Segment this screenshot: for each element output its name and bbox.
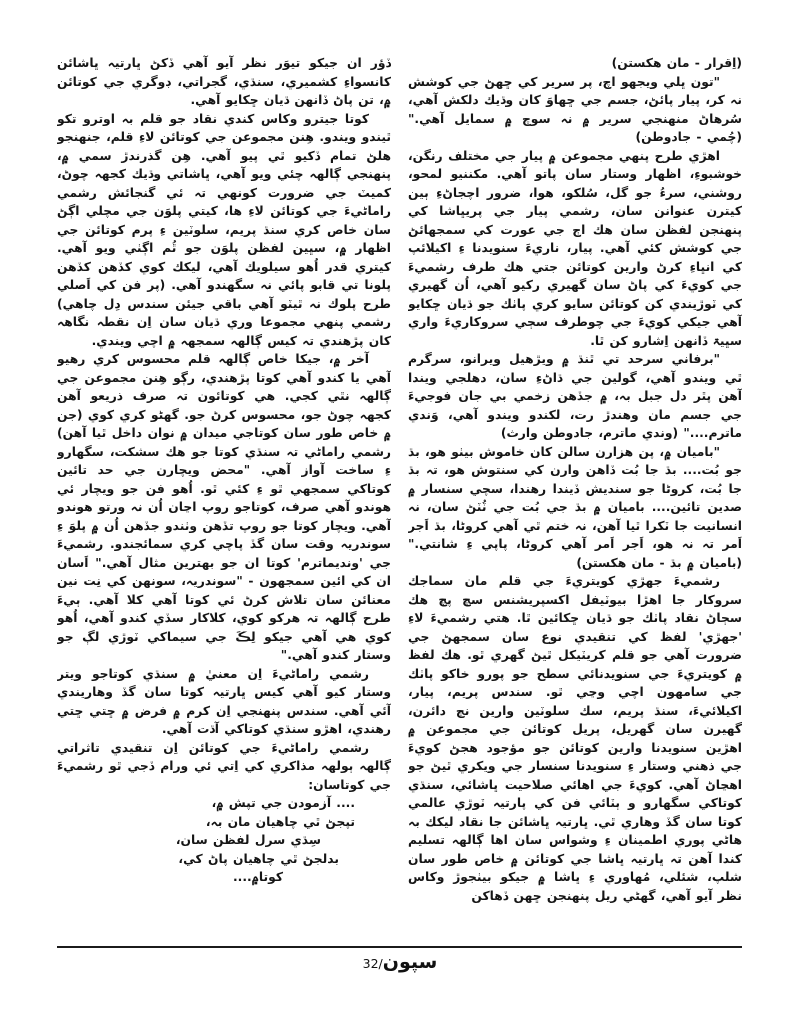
poem-line: بدلجڻ ٿي چاهيان پاڻ كي، — [178, 851, 339, 866]
poem-line: .... آزمودن جي تپش ۾، — [211, 796, 355, 810]
text-column-left — [57, 54, 391, 946]
paragraph: آخر ۾، جيكا خاص ڳالهہ قلم محسوس كري رهيو آهي يا كندو آهي كوتا پڙهندي، رڳو هِنن مجموعن جي ڳالهہ نٿي كجي. هي كوتائون تہ صرف ذريعو آهن كجهہ چوڻ جو، محسوس كرڻ جو. گهڻو كري كوي (جن ۾ خاص طور سان كوتاجي ميدان ۾ نوان داخل ٿيا آهن) رشمي راماڻي تہ سنڌي كوتا جو هك سشكت، سگهارو ءِ ساخت آواز آهي. "محض ويچارن جي حد تائين كوتاكي سمجهي ٿو ءِ كئي ٿو. اُهو فن جو ويچار ئي هوندو آهي صرف، كوتاجو روپ اڃان اُن نہ ورتو هوندو آهي. ويچار كوتا جو روپ تڏهن وٺندو جڏهن اُن ۾ پلوَ ءِ سوندريہ وقت سان گڏ پاچي كري سمائجندو. رشميءَ جي 'ونديماترم' كوتا ان جو بهترين مثال آهي." اَسان ان كي ائين سمجهون - "سوندريہ، سونهن كي نِت نين معنائن سان تلاش كرڻ ئي كوتا آهي كلا آهي. ٻيءَ طرح ڳالهہ تہ هركو كوي، كلاكار سڏي كندو آهي، اُهو كوي هي آهي جيكو لِڪَ جي سيماكي ٽوڙي لڳ جو وستار كندو آهي." — [57, 352, 391, 662]
magazine-name: سپون — [382, 951, 438, 973]
paragraph: رشميءَ جهڙي كويتريءَ جي قلم مان سماجك سروكار جا اهڙا بيوٽيفل اكسپريشنس سچ پچ هك سڄاڻ نقاد پاٺك جو ڌيان ڇكائين ٿا. هتي رشميءَ لاءِ 'جهڙي' لفظ كي تنقيدي نوع سان سمجهڻ جي ضرورت آهي جو قلم كريٽيكل ٿيڻ گهري ٿو. هك لفظ ۾ كويتريءَ جي سنويدنائي سطح جو پورو خاكو پاٺك جي سامهون اچي وڃي ٿو. سندس پريم، پيار، اكيلائيءَ، سنڌ پريم، سك سلوٽين وارين نڄ دائرن، گهيرن سان گهريل، پريل كوتائن جي مجموعن ۾ اهڙين سنويدنا وارين كوتائن جو مؤجود هجڻ كويءَ جي ذهني وستار ءِ سنويدنا سنسار جي ويكري ٿيڻ جو اهڃاڻ آهي. كويءَ جي اهائي صلاحيت ڀاشائي، سنڌي كوتاكي سگهارو و ٻٽائي فن كي پارتيہ ٽوڙي عالمي كوتا سان گڏ وهاري ٿي. ڀارتيہ ڀاشائن جا نقاد ليكك بہ هاڻي پوري اطمينان ءِ وشواس سان اها ڳالهہ تسليم كندا آهن تہ ڀارتيہ ڀاشا جي كوتائن ۾ خاص طور سان شلپ، شئلي، مُهاوري ءِ ڀاشا ۾ جيكو بيٺجوڙ وكاس نظر آيو آهي، گهڻي ريل پنهنجن ڇهن ڏهاكن — [408, 574, 742, 903]
poem — [57, 794, 391, 887]
text-column-right — [408, 54, 742, 946]
poem-line: سِڌي سرل لفظن سان، — [175, 833, 321, 847]
paragraph: "باميان ۾، پن هزارن سالن كان خاموش بيٺو هو، بڌ جو بُت.... بڌ جا بُت ڏاهن وارن كي سنتوش هو، تہ بڌ جا بُت، كروڻا جو سنديش ڏيندا رهندا، سچي سنسار ۾ صدين تائين.... باميان ۾ بڌ جي بُت جي ٽُٽڻ سان، نہ انسانيت جا ٽكرا ٿيا آهن، نہ ختم ٿي آهي كروڻا، بڌ اَجر اَمر تہ نہ هو، اَجر اَمر آهي كروڻا، پاپي ءِ شانتي." (باميان ۾ بڌ - مان هكستن) — [408, 444, 742, 570]
paragraph: "برفاني سرحد تي ٿنڌ ۾ ويڙهيل ويرانو، سرگرم ٿي ويندو آهي، گولين جي ڌاڻءِ سان، دهلجي ويندا آهن پٿر دل جبل بہ، ۾ جڏهن زخمي بي جان فوجيءَ جي جسم مان وهندڙ رت، لكندو ويندو آهي، وَندي ماترم...." (وندي ماترم، جادوطن وارث) — [408, 352, 742, 440]
paragraph: اهڙي طرح پنهي مجموعن ۾ پيار جي مختلف رنگن، خوشبوءِ، اظهار وستار سان پاتو آهي. مكننيو لمحو، روشني، سرءُ جو گل، سُلكو، هوا، ضرور اچجاڻءِ ٻين كيترن عنوانن سان، رشمي پيار جي پريڀاشا كي پنهنجن لفظن سان هك اڄ جي عورت كي سمجهائڻ جي كوشش كئي آهي. پيار، ناريءَ سنويدنا ءِ اكيلائپ كي انڀاءِ كرڻ وارين كوتائن جتي هك طرف رشميءَ جي كويءَ كي پاڻ سان گهيري ركيو آهي، اُن گهيري كي ٽوڙيندي كن كوتائن سايو كري پاٺك جو ڌيان ڇكايو آهي جيكي كويءَ جي چوطرف سڄي سروكاريءَ واري سڀيۃ ڏانهن اِشارو كن ٿا. — [408, 148, 742, 348]
paragraph: ڏؤر ان جيكو تيوَر نظر آيو آهي ڏكڻ ڀارتيہ ڀاشائن كانسواءِ كشميري، سنڌي، گجراتي، ڊوگري جي كوتائن ۾، تن پاڻ ڏانهن ڌيان ڇكايو آهي. — [57, 56, 391, 107]
poem-line: تپجڻ ٿي چاهيان مان بہ، — [205, 814, 355, 829]
footer-divider — [57, 946, 742, 948]
footer — [0, 951, 800, 973]
paragraph: كوتا جيترو وكاس كندي نقاد جو قلم بہ اوترو تكو ٿيندو ويندو. هِنن مجموعن جي كوتائن لاءِ قلم، جنهنجو هلڻ تمام ڏكيو ٿي پيو آهي. هِن گذرندڙ سمي ۾، پنهنجي ڳالهہ چئي ويو آهي، ڀاشاتي وڌيك كجهہ چوڻ، كميٽ جي ضرورت كونهي تہ ئي گنجائش رشمي راماڻيءَ جي كوتائن لاءِ ها، كيتي پلوَن جي مچلي اڳڻ سان خاص كري سنڌ پريم، سلوٽين ءِ پرم كوتائن جي اظهار ۾، سڀين لفظن پلوَن جو ٿُم اڳٺي ويو آهي. كيتري قدر اُهو سيلويك آهي، ليكك كوي كڏهن كڏهن پلونا تي قابو پائي نہ سگهندو آهي. (پر فن كي اَصلي طرح پلوك نہ ٿيٽو آهي باقي جيئن سندس دِل چاهي) رشمي پنهي مجموعا وري ڌيان سان اِن نقطہ نگاهہ كان پڙهندي تہ كيس ڳالهہ سمجهہ ۾ اچي ويندي. — [57, 111, 391, 348]
paragraph: رشمي راماڻيءَ اِن معنيٰ ۾ سنڌي كوتاجو ويتر وستار كيو آهي كيس ڀارتيہ كوتا سان گڏ وهاريندي آئي آهي. سندس پنهنجي اِن كرم ۾ فرض ۾ ڇتي ڇتي رهندي، اهڙو سنڌي كوتاكي آڌت آهي. — [57, 666, 391, 736]
attribution-line: (اِقرار - مان هكستن) — [611, 56, 742, 70]
paragraph: "تون ڀلي ويجهو اچ، پر سرير كي ڇهڻ جي كوشش نہ كر، پيار پائڻ، جسم جي ڇهاوَ كان وڌيك دلكش آهي، سُرهاڻ منهنجي سرير ۾ نہ سوچ ۾ سمايل آهي." (چُمي - جادوطن) — [408, 74, 742, 144]
page-number: /32 — [362, 956, 383, 971]
two-column-text — [57, 54, 742, 946]
paragraph: رشمي راماڻيءَ جي كوتائن اِن تنقيدي تاثراتي ڳالهہ ٻولهہ مذاكري كي اِتي ئي ورام ڏجي ٿو رشميءَ جي كوتاسان: — [57, 740, 391, 792]
poem-line: كوتا۾.... — [233, 870, 283, 884]
